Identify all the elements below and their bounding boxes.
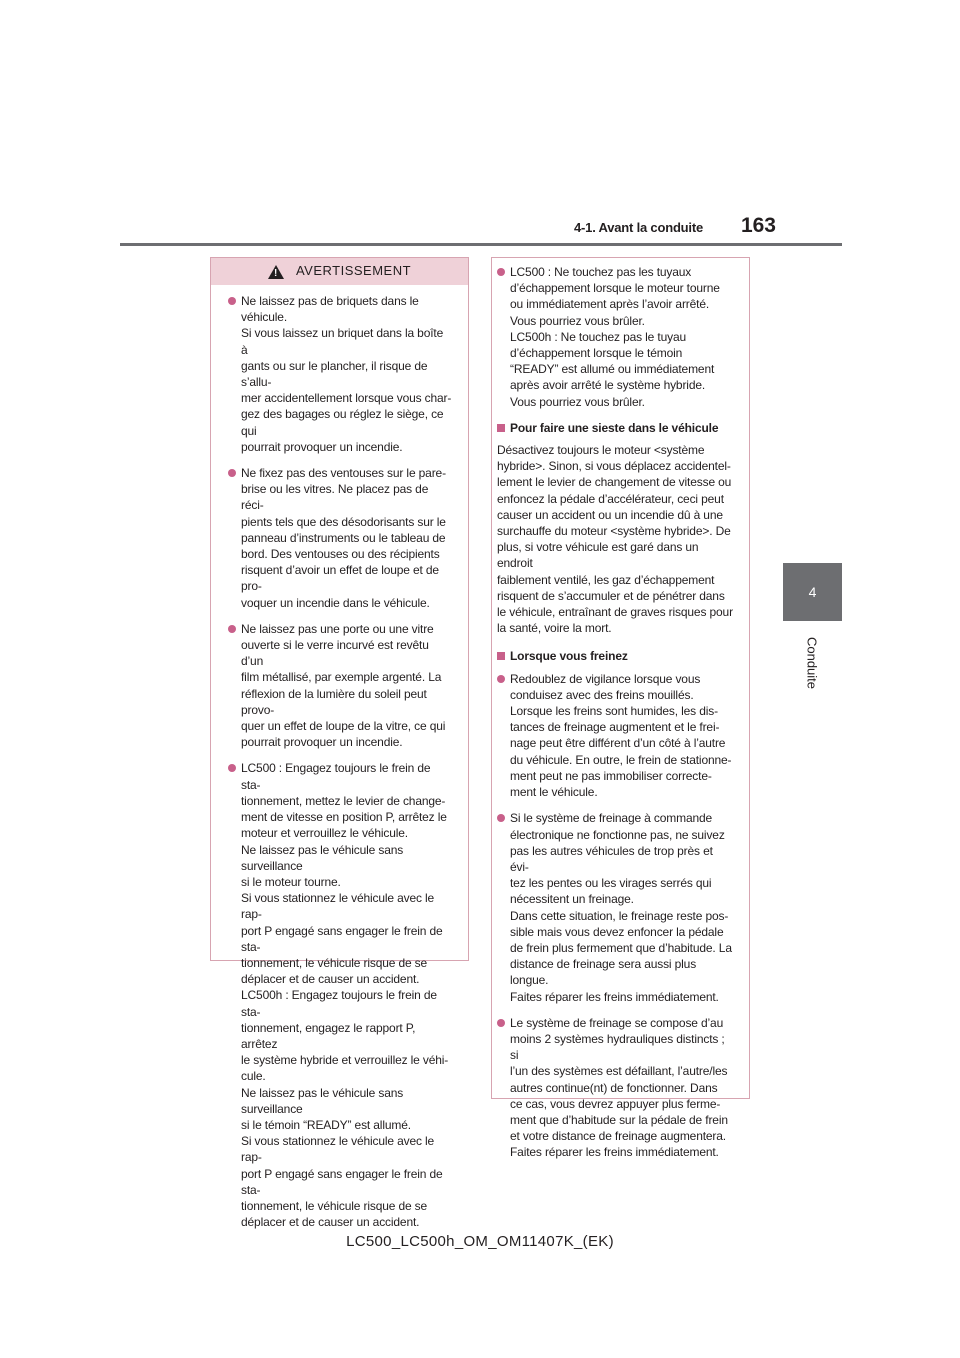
footer-doc-code: LC500_LC500h_OM_OM11407K_(EK) — [346, 1233, 614, 1250]
warning-box — [210, 257, 469, 1230]
warning-bullet-lighters: Ne laissez pas de briquets dans le véhicule. Si vous laissez un briquet dans la boîte à gants ou sur le plancher, il risque de s’allu- mer accidentellement lorsque vous char- gez des bagages ou réglez le siège, ce qui pourrait provoquer un incendie. — [228, 293, 452, 455]
bullet-exhaust-pipes: LC500 : Ne touchez pas les tuyaux d’échappement lorsque le moteur tourne ou immédiatement après l’avoir arrêté. Vous pourriez vous brûler. LC500h : Ne touchez pas le tuyau d’échappement lorsque le témoin “READY” est allumé ou immédiatement après avoir arrêté le système hybride. Vous pourriez vous brûler. — [497, 264, 733, 410]
section-label: 4-1. Avant la conduite — [574, 220, 703, 235]
chapter-title-text: Conduite — [804, 636, 820, 690]
warning-triangle-icon — [268, 265, 284, 279]
warning-bullet-suction-cups: Ne fixez pas des ventouses sur le pare- brise ou les vitres. Ne placez pas de réci- pients tels que des désodorisants sur le panneau d’instruments ou le tableau de bord. Des ventouses ou des récipients risquent d’avoir un effet de loupe et de pro- voquer un incendie dans le véhicule. — [228, 465, 452, 611]
page-number: 163 — [740, 214, 776, 237]
subheading-nap: Pour faire une sieste dans le véhicule — [497, 420, 733, 436]
bullet-electronic-brake: Si le système de freinage à commande électronique ne fonctionne pas, ne suivez pas les autres véhicules de trop près et évi- tez les pentes ou les virages serrés qui nécessitent un freinage. Dans cette situation, le freinage reste pos- sible mais vous devez enfoncer la pédale de frein plus fermement que d’habitude. La distance de freinage sera aussi plus longue. Faites réparer les freins immédiatement. — [497, 810, 733, 1004]
header-rule — [120, 243, 842, 246]
warning-header — [211, 258, 468, 285]
chapter-title — [800, 628, 824, 698]
warning-title: AVERTISSEMENT — [295, 263, 412, 279]
bullet-hydraulic-systems: Le système de freinage se compose d’au moins 2 systèmes hydrauliques distincts ; si l’un des systèmes est défaillant, l’autre/les autres continue(nt) de fonctionner. Dans ce cas, vous devrez appuyer plus ferme- ment que d’habitude sur la pédale de frein et votre distance de freinage augmentera. Faites réparer les freins immédiatement. — [497, 1015, 733, 1161]
subheading-braking: Lorsque vous freinez — [497, 648, 733, 664]
paragraph-nap: Désactivez toujours le moteur <système hybride>. Sinon, si vous déplacez accidentel- lement le levier de changement de vitesse ou enfoncez la pédale d’accélérateur, ceci peut causer un accident ou un incendie dû à une surchauffe du moteur <système hybride>. De plus, si votre véhicule est garé dans un endroit faiblement ventilé, les gaz d’échappement risquent de s’accumuler et de pénétrer dans le véhicule, entraînant de graves risques pour la santé, voire la mort. — [497, 443, 733, 636]
warning-bullet-window-film: Ne laissez pas une porte ou une vitre ouverte si le verre incurvé est revêtu d’un film métallisé, par exemple argenté. La réflexion de la lumière du soleil peut provo- quer un effet de loupe de la vitre, ce qui pourrait provoquer un incendie. — [228, 621, 452, 751]
bullet-wet-brakes: Redoublez de vigilance lorsque vous conduisez avec des freins mouillés. Lorsque les freins sont humides, les dis- tances de freinage augmentent et le frei- nage peut être différent d’un côté à l’autre du véhicule. En outre, le frein de stationne- ment peut ne pas immobiliser correcte- ment le véhicule. — [497, 671, 733, 801]
warning-box-continued — [491, 257, 750, 1160]
chapter-tab: 4 — [783, 563, 842, 621]
warning-bullet-parking: LC500 : Engagez toujours le frein de sta- tionnement, mettez le levier de change- ment de vitesse en position P, arrêtez le moteur et verrouillez le véhicule. Ne laissez pas le véhicule sans surveillance si le moteur tourne. Si vous stationnez le véhicule avec le rap- port P engagé sans engager le frein de sta- tionnement, le véhicule risque de se déplacer et de causer un accident. LC500h : Engagez toujours le frein de sta- tionnement, engagez le rapport P, arrêtez le système hybride et verrouillez le véhi- cule. Ne laissez pas le véhicule sans surveillance si le témoin “READY” est allumé. Si vous stationnez le véhicule avec le rap- port P engagé sans engager le frein de sta- tionnement, le véhicule risque de se déplacer et de causer un accident. — [228, 760, 452, 1230]
